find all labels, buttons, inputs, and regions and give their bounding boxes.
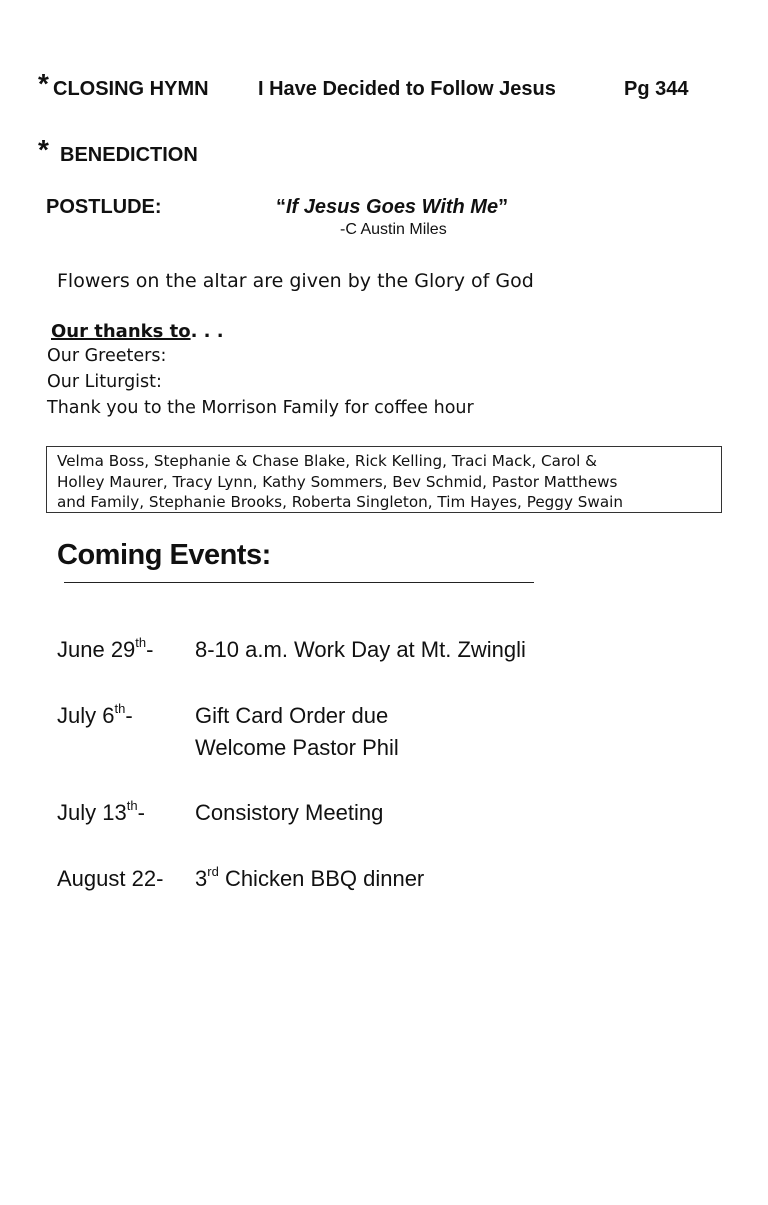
event-description: 8-10 a.m. Work Day at Mt. Zwingli	[195, 637, 526, 662]
thanks-heading-suffix: . . .	[190, 321, 224, 342]
event-description: Welcome Pastor Phil	[195, 735, 399, 760]
postlude-title-text: If Jesus Goes With Me	[286, 196, 499, 218]
postlude-composer: -C Austin Miles	[340, 221, 447, 238]
prayer-list-box	[46, 446, 722, 513]
prayer-list-line: Holley Maurer, Tracy Lynn, Kathy Sommers, Bev Schmid, Pastor Matthews	[57, 472, 618, 491]
closing-hymn-page: Pg 344	[624, 78, 689, 100]
event-date-text: July 13	[57, 800, 127, 825]
event-date-suffix: -	[146, 637, 154, 662]
postlude-title	[276, 196, 508, 219]
event-date-text: June 29	[57, 637, 136, 662]
flowers-note: Flowers on the altar are given by the Glory of God	[57, 270, 534, 292]
event-date-suffix: -	[137, 800, 145, 825]
benediction-asterisk: *	[38, 134, 49, 165]
event-description: Consistory Meeting	[195, 800, 384, 825]
event-ordinal-sup: rd	[207, 863, 219, 879]
event-date	[57, 634, 154, 663]
event-date: August 22-	[57, 866, 164, 891]
closing-hymn-asterisk: *	[38, 68, 49, 99]
closing-hymn-label: CLOSING HYMN	[53, 78, 209, 100]
event-date-text: July 6	[57, 703, 115, 728]
coming-events-title: Coming Events:	[57, 539, 271, 571]
event-date	[57, 797, 145, 826]
greeters-line: Our Greeters:	[47, 346, 167, 366]
coffee-hour-line: Thank you to the Morrison Family for coffee hour	[47, 398, 474, 418]
benediction-label: BENEDICTION	[60, 144, 198, 166]
thanks-heading	[51, 321, 224, 342]
closing-hymn-title: I Have Decided to Follow Jesus	[258, 78, 556, 100]
postlude-open-quote: “	[276, 196, 286, 218]
event-date	[57, 700, 133, 729]
event-date-sup: th	[135, 634, 147, 650]
postlude-close-quote: ”	[498, 196, 509, 218]
event-date-sup: th	[114, 700, 126, 716]
event-description-text: Chicken BBQ dinner	[224, 866, 425, 891]
thanks-heading-text: Our thanks to	[51, 321, 191, 342]
coming-events-rule	[64, 582, 534, 583]
prayer-list-line: and Family, Stephanie Brooks, Roberta Singleton, Tim Hayes, Peggy Swain	[57, 493, 623, 511]
event-date-sup: th	[126, 797, 138, 813]
event-description	[195, 863, 425, 892]
event-description: Gift Card Order due	[195, 703, 389, 728]
postlude-label: POSTLUDE:	[46, 196, 162, 218]
liturgist-line: Our Liturgist:	[47, 372, 162, 392]
event-ordinal: 3	[195, 866, 208, 891]
prayer-list-line: Velma Boss, Stephanie & Chase Blake, Rick Kelling, Traci Mack, Carol &	[57, 452, 597, 470]
event-date-suffix: -	[125, 703, 133, 728]
